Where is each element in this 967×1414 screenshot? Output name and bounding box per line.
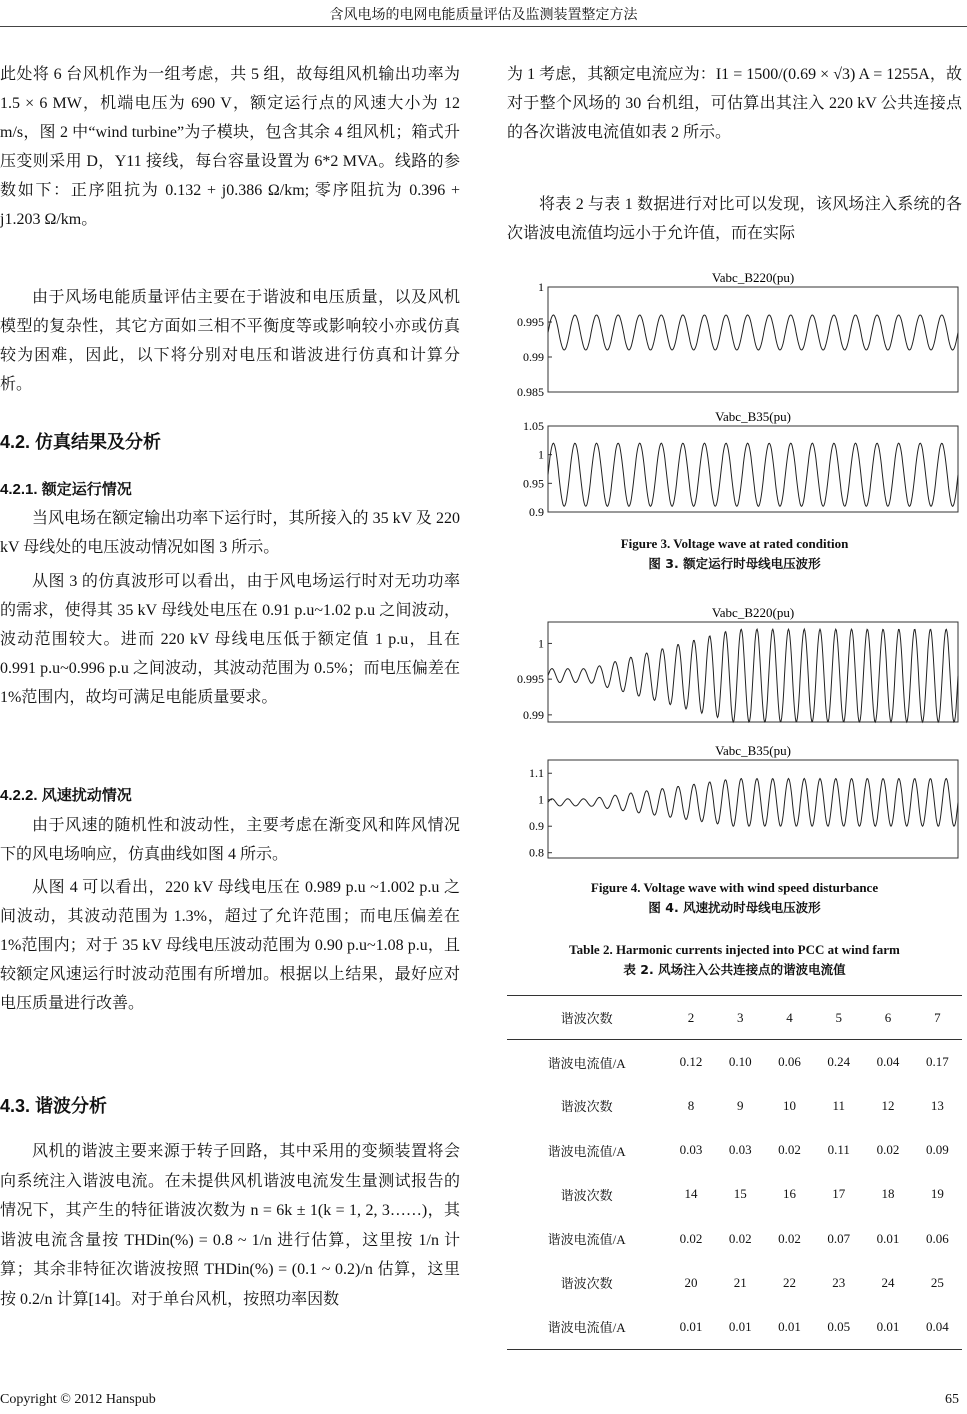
table-cell: 谐波次数 [560, 1276, 613, 1292]
table-cell: 9 [736, 1097, 744, 1113]
table-cell: 5 [814, 996, 863, 1040]
panel-title: Vabc_B220(pu) [711, 270, 795, 285]
table-row [507, 1172, 962, 1216]
caption-en: Figure 3. Voltage wave at rated condition [620, 536, 849, 551]
y-tick-label: 0.9 [529, 505, 544, 519]
table-cell: 20 [684, 1274, 698, 1290]
table-cell: 谐波电流值/A [547, 1055, 626, 1071]
table-cell: 0.04 [876, 1054, 900, 1070]
table-cell: 6 [863, 996, 912, 1040]
table-cell: 谐波次数 [560, 1187, 613, 1203]
running-header: 含风电场的电网电能质量评估及监测装置整定方法 [329, 8, 638, 23]
waveform-panel [517, 605, 958, 722]
waveform-panel [529, 743, 958, 860]
y-tick-label: 0.99 [523, 707, 544, 722]
table-cell: 0.03 [679, 1142, 703, 1158]
copyright: Copyright © 2012 Hanspub [0, 1392, 156, 1407]
table-cell: 0.02 [728, 1230, 752, 1246]
table-cell: 0.12 [679, 1054, 703, 1070]
voltage-wave [548, 315, 958, 350]
figure-caption [507, 534, 962, 574]
table-cell: 0.10 [728, 1054, 752, 1070]
y-tick-label: 0.95 [523, 476, 544, 491]
paragraph: 由于风速的随机性和波动性，主要考虑在渐变风和阵风情况下的风电场响应，仿真曲线如图 4 所示。 [0, 817, 460, 863]
subsection-heading: 4.2.1. 额定运行情况 [0, 481, 132, 498]
table-cell: 24 [881, 1274, 895, 1290]
table-row [507, 1261, 962, 1305]
table-cell: 2 [666, 996, 715, 1040]
table-row [507, 1305, 962, 1349]
table-cell: 谐波次数 [507, 996, 666, 1040]
panel-title: Vabc_B35(pu) [715, 409, 791, 424]
table-cell: 0.01 [876, 1318, 900, 1334]
table-cell: 谐波电流值/A [547, 1143, 626, 1159]
table-cell: 17 [832, 1186, 846, 1202]
subsection-heading: 4.2.2. 风速扰动情况 [0, 787, 132, 804]
voltage-wave [548, 629, 958, 722]
table-cell: 0.17 [925, 1054, 949, 1070]
caption-en: Table 2. Harmonic currents injected into PCC at wind farm [569, 942, 900, 957]
paragraph: 从图 4 可以看出，220 kV 母线电压在 0.989 p.u ~1.002 p.u 之间波动，其波动范围为 1.3%，超过了允许范围；而电压偏差在 1%范围内；对于 35 kV 母线电压波动范围为 0.90 p.u~1.08 p.u，且较额定风速运行时波动范围有所增加。根据以上结果，最好应对电压质量进行改善。 [0, 879, 460, 1012]
table-row [507, 1128, 962, 1172]
y-tick-label: 1.05 [523, 419, 544, 433]
paragraph: 此处将 6 台风机作为一组考虑，共 5 组，故每组风机输出功率为 1.5 × 6 MW，机端电压为 690 V，额定运行点的风速大小为 12 m/s，图 2 中“wind turbine”为子模块，包含其余 4 组风机；箱式升压变则采用 D，Y11 接线，每台容量设置为 6*2 MVA。线路的参数如下：正序阻抗为 0.132 + j0.386 Ω/km; 零序阻抗为 0.396 + j1.203 Ω/km。 [0, 66, 460, 228]
table-cell: 谐波次数 [560, 1099, 613, 1115]
table-cell: 21 [733, 1274, 747, 1290]
paragraph: 风机的谐波主要来源于转子回路，其中采用的变频装置将会向系统注入谐波电流。在未提供风机谐波电流发生量测试报告的情况下，其产生的特征谐波次数为 n = 6k ± 1(k = 1, 2, 3……)，其谐波电流含量按 THDin(%) = 0.8 ~ 1/n 进行估算，这里按 1/n 计算；其余非特征次谐波按照 THDin(%) = (0.1 ~ 0.2)/n 估算，这里按 0.2/n 计算[14]。对于单台风机，按照功率因数 [0, 1143, 460, 1308]
table-cell: 0.01 [679, 1318, 703, 1334]
table-cell: 22 [782, 1274, 796, 1290]
table-cell: 8 [687, 1097, 695, 1113]
paragraph: 将表 2 与表 1 数据进行对比可以发现，该风场注入系统的各次谐波电流值均远小于允许值，而在实际 [507, 196, 962, 242]
table-cell: 0.03 [728, 1142, 752, 1158]
table-cell: 23 [832, 1274, 846, 1290]
table-cell: 谐波电流值/A [547, 1320, 626, 1336]
table-cell: 0.01 [728, 1318, 752, 1334]
table-cell: 0.02 [679, 1230, 703, 1246]
table-cell: 10 [782, 1097, 796, 1113]
voltage-wave [548, 779, 958, 827]
table-cell: 3 [716, 996, 765, 1040]
table-cell: 14 [684, 1186, 698, 1202]
table-cell: 0.01 [876, 1230, 900, 1246]
y-tick-label: 0.985 [517, 385, 544, 399]
plot-frame [548, 287, 958, 392]
y-tick-label: 1 [538, 792, 544, 807]
table-cell: 0.01 [778, 1318, 801, 1334]
table-cell: 0.05 [827, 1318, 851, 1334]
waveform-panel [517, 270, 958, 399]
figure-caption [507, 878, 962, 918]
y-tick-label: 0.9 [529, 819, 544, 834]
plot-frame [548, 760, 958, 858]
y-tick-label: 0.8 [529, 845, 544, 860]
y-tick-label: 1 [538, 447, 544, 462]
table-row [507, 1084, 962, 1128]
table-cell: 0.11 [827, 1142, 850, 1158]
paragraph: 当风电场在额定输出功率下运行时，其所接入的 35 kV 及 220 kV 母线处的电压波动情况如图 3 所示。 [0, 510, 460, 556]
y-tick-label: 1 [538, 636, 544, 651]
table-cell: 0.09 [925, 1142, 949, 1158]
y-tick-label: 0.995 [517, 672, 544, 687]
table-row [507, 1216, 962, 1260]
table-cell: 13 [930, 1097, 944, 1113]
panel-title: Vabc_B220(pu) [711, 605, 795, 620]
section-heading: 4.2. 仿真结果及分析 [0, 432, 162, 452]
table-row [507, 996, 962, 1040]
paragraph: 从图 3 的仿真波形可以看出，由于风电场运行时对无功功率的需求，使得其 35 kV 母线处电压在 0.91 p.u~1.02 p.u 之间波动，波动范围较大。进而 220 kV 母线电压低于额定值 1 p.u，且在 0.991 p.u~0.996 p.u 之间波动，其波动范围为 0.5%；而电压偏差在 1%范围内，故均可满足电能质量要求。 [0, 573, 460, 706]
table-cell: 18 [881, 1186, 895, 1202]
paragraph: 为 1 考虑，其额定电流应为：I1 = 1500/(0.69 × √3) A = 1255A，故对于整个风场的 30 台机组，可估算出其注入 220 kV 公共连接点的各次谐波电流值如表 2 所示。 [507, 66, 962, 141]
y-tick-label: 1.1 [529, 766, 544, 781]
paragraph: 由于风场电能质量评估主要在于谐波和电压质量，以及风机模型的复杂性，其它方面如三相不平衡度等或影响较小亦或仿真较为困难，因此，以下将分别对电压和谐波进行仿真和计算分析。 [0, 289, 460, 393]
caption-zh: 图 4. 风速扰动时母线电压波形 [648, 900, 821, 915]
waveform-panel [523, 409, 958, 519]
page-number: 65 [945, 1392, 959, 1407]
table-cell: 0.06 [925, 1230, 949, 1246]
table-caption [507, 940, 962, 980]
panel-title: Vabc_B35(pu) [715, 743, 791, 758]
y-tick-label: 0.995 [517, 315, 544, 329]
table-cell: 0.02 [876, 1142, 900, 1158]
table-cell: 19 [930, 1186, 944, 1202]
table-cell: 12 [881, 1097, 895, 1113]
voltage-wave [548, 443, 958, 506]
table-cell: 4 [765, 996, 814, 1040]
table-cell: 谐波电流值/A [547, 1232, 626, 1248]
table-cell: 16 [782, 1186, 796, 1202]
table-cell: 0.07 [827, 1230, 851, 1246]
table-cell: 7 [913, 996, 962, 1040]
harmonic-table [507, 995, 962, 1350]
y-tick-label: 1 [538, 280, 544, 294]
table-cell: 11 [832, 1097, 845, 1113]
table-cell: 0.02 [778, 1230, 801, 1246]
table-cell: 0.04 [925, 1318, 949, 1334]
caption-zh: 表 2. 风场注入公共连接点的谐波电流值 [623, 962, 846, 977]
y-tick-label: 0.99 [523, 350, 544, 364]
section-heading: 4.3. 谐波分析 [0, 1096, 108, 1116]
table-cell: 0.06 [778, 1054, 801, 1070]
table-cell: 15 [733, 1186, 747, 1202]
caption-zh: 图 3. 额定运行时母线电压波形 [648, 556, 821, 571]
caption-en: Figure 4. Voltage wave with wind speed disturbance [590, 880, 879, 895]
table-row [507, 1040, 962, 1084]
table-cell: 0.24 [827, 1054, 851, 1070]
table-cell: 25 [930, 1274, 944, 1290]
table-cell: 0.02 [778, 1142, 801, 1158]
